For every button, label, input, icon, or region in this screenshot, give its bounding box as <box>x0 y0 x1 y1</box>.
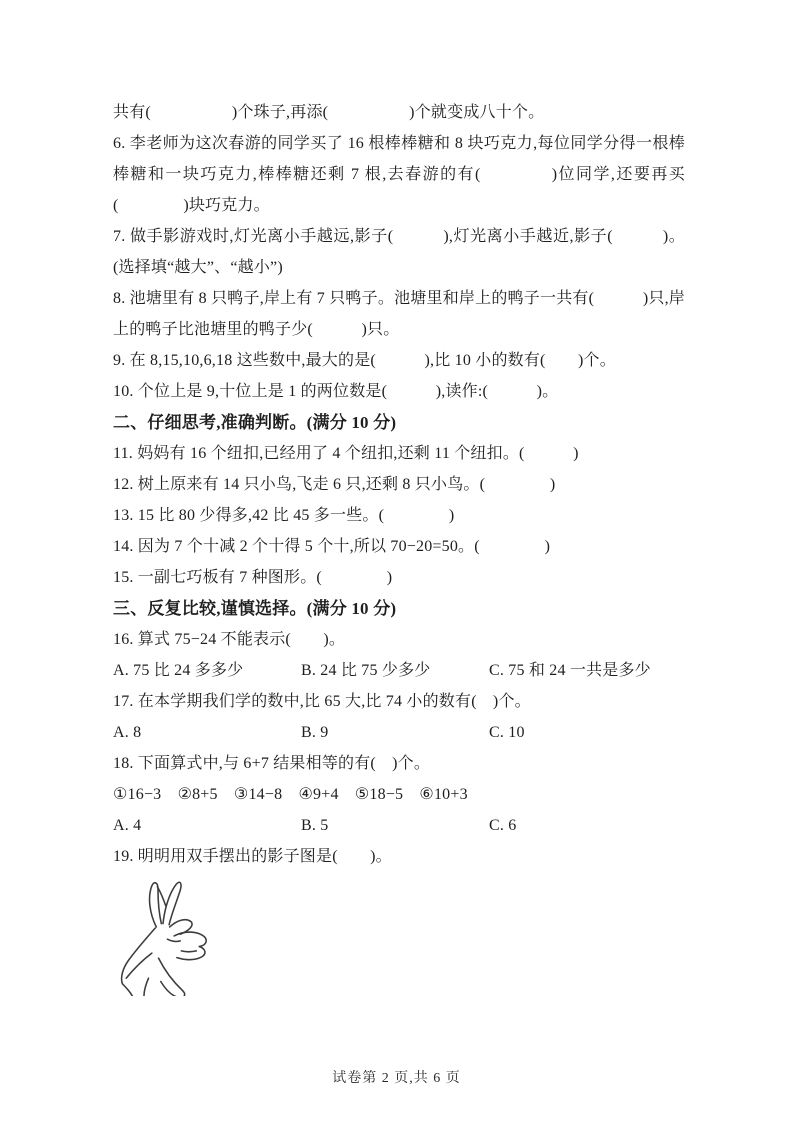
question-18-options <box>113 810 685 841</box>
question-15: 15. 一副七巧板有 7 种图形。( ) <box>113 569 393 586</box>
question-16-option-a: A. 75 比 24 多多少 <box>113 662 244 679</box>
question-9: 9. 在 8,15,10,6,18 这些数中,最大的是( ),比 10 小的数有( )个。 <box>113 352 616 369</box>
question-13: 13. 15 比 80 少得多,42 比 45 多一些。( ) <box>113 507 455 524</box>
question-14: 14. 因为 7 个十减 2 个十得 5 个十,所以 70−20=50。( ) <box>113 538 551 555</box>
question-19-stem: 19. 明明用双手摆出的影子图是( )。 <box>113 848 392 865</box>
question-12: 12. 树上原来有 14 只小鸟,飞走 6 只,还剩 8 只小鸟。( ) <box>113 476 556 493</box>
question-16-option-c: C. 75 和 24 一共是多少 <box>489 662 651 679</box>
question-10: 10. 个位上是 9,十位上是 1 的两位数是( ),读作:( )。 <box>113 383 559 400</box>
exam-content <box>113 97 685 996</box>
question-16-stem: 16. 算式 75−24 不能表示( )。 <box>113 631 346 648</box>
section-2-judgment-heading: 二、仔细思考,准确判断。(满分 10 分) <box>113 413 397 432</box>
question-17-stem: 17. 在本学期我们学的数中,比 65 大,比 74 小的数有( )个。 <box>113 693 531 710</box>
question-16-options <box>113 655 685 686</box>
hand-shadow-rabbit-image <box>117 878 229 996</box>
section-3-choice-heading: 三、反复比较,谨慎选择。(满分 10 分) <box>113 599 397 618</box>
question-5-continuation: 共有( )个珠子,再添( )个就变成八十个。 <box>113 104 545 121</box>
question-6: 6. 李老师为这次春游的同学买了 16 根棒棒糖和 8 块巧克力,每位同学分得一根棒棒糖和一块巧克力,棒棒糖还剩 7 根,去春游的有( )位同学,还要再买( )块巧克力。 <box>113 135 685 214</box>
question-7: 7. 做手影游戏时,灯光离小手越远,影子( ),灯光离小手越近,影子( )。(选择填“越大”、“越小”) <box>113 228 685 276</box>
question-18-expressions: ①16−3 ②8+5 ③14−8 ④9+4 ⑤18−5 ⑥10+3 <box>113 786 468 803</box>
page-footer: 试卷第 2 页,共 6 页 <box>332 1071 461 1086</box>
question-11: 11. 妈妈有 16 个纽扣,已经用了 4 个纽扣,还剩 11 个纽扣。( ) <box>113 445 579 462</box>
question-8: 8. 池塘里有 8 只鸭子,岸上有 7 只鸭子。池塘里和岸上的鸭子一共有( )只,岸上的鸭子比池塘里的鸭子少( )只。 <box>113 290 685 338</box>
question-18-stem: 18. 下面算式中,与 6+7 结果相等的有( )个。 <box>113 755 431 772</box>
question-18-option-a: A. 4 <box>113 817 142 834</box>
question-18-option-b: B. 5 <box>301 817 329 834</box>
question-17-options <box>113 717 685 748</box>
question-17-option-c: C. 10 <box>489 724 525 741</box>
question-18-option-c: C. 6 <box>489 817 517 834</box>
question-17-option-b: B. 9 <box>301 724 329 741</box>
question-16-option-b: B. 24 比 75 少多少 <box>301 662 431 679</box>
question-17-option-a: A. 8 <box>113 724 142 741</box>
